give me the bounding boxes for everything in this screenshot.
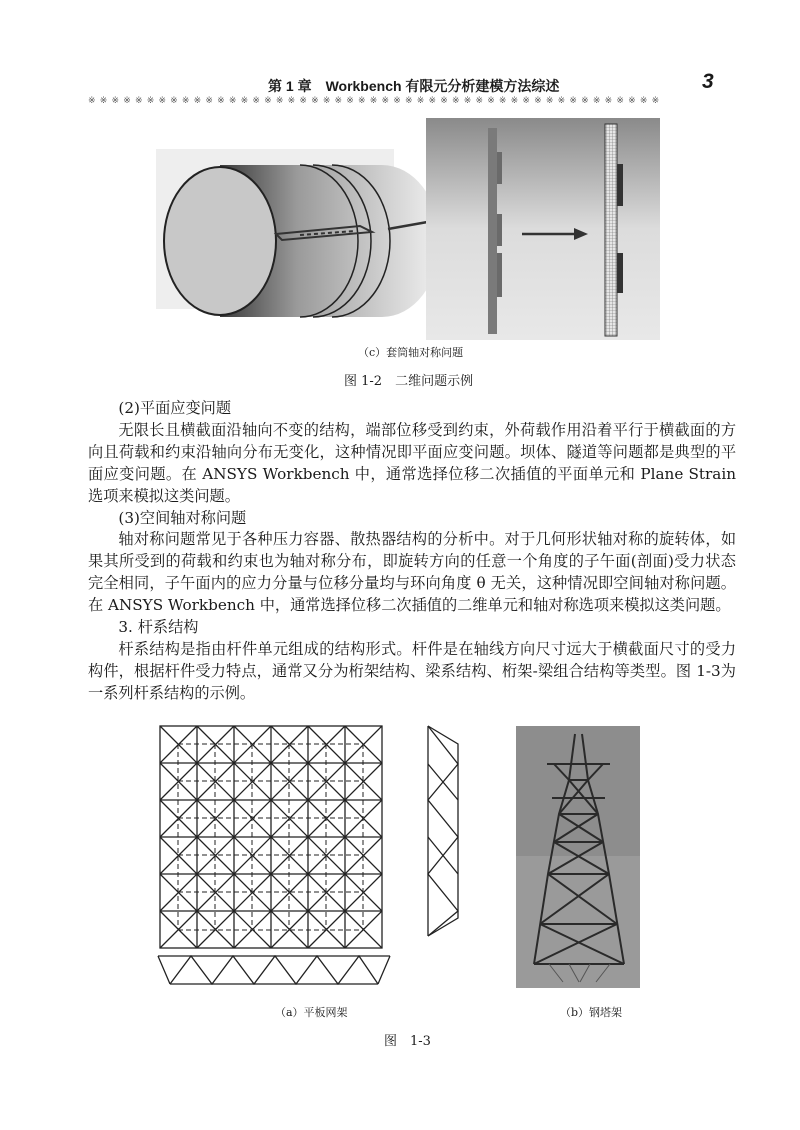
plate-grid-plan — [160, 726, 382, 948]
paragraph-plane-strain: 无限长且横截面沿轴向不变的结构，端部位移受到约束，外荷载作用沿着平行于横截面的方向且荷载和约束沿轴向分布无变化，这种情况即平面应变问题。坝体、隧道等问题都是典型的平面应变问题。在 ANSYS Workbench 中，通常选择位移二次插值的平面单元和 Plane Strain 选项来模拟这类问题。 — [88, 420, 736, 505]
section-profile — [488, 128, 497, 334]
figure-1-3-caption: 图 1-3 — [384, 1034, 431, 1049]
heading-frame-structure: 3. 杆系结构 — [118, 618, 199, 637]
cylinder-inner — [164, 167, 276, 315]
paragraph-frame-structure: 杆系结构是指由杆件单元组成的结构形式。杆件是在轴线方向尺寸远大于横截面尺寸的受力构件，根据杆件受力特点，通常又分为桁架结构、梁系结构、桁架-梁组合结构等类型。图 1-3为一系列杆系结构的示例。 — [88, 639, 736, 702]
plate-grid-side-view — [428, 726, 458, 936]
steel-tower-image — [516, 726, 640, 988]
chapter-title: 第 1 章 Workbench 有限元分析建模方法综述 — [268, 78, 560, 94]
header-ornament-rule: ※※※※※※※※※※※※※※※※※※※※※※※※※※※※※※※※※※※※※※※※※※※※※※※※※ — [88, 96, 664, 106]
section-panel — [426, 118, 660, 340]
figure-frame-structures — [150, 724, 650, 992]
figure-1-2-subcaption: （c）套筒轴对称问题 — [358, 346, 464, 359]
paragraph-axisymmetric: 轴对称问题常见于各种压力容器、散热器结构的分析中。对于几何形状轴对称的旋转体，如果其所受到的荷载和约束也为轴对称分布，即旋转方向的任意一个角度的子午面(剖面)受力状态完全相同，子午面内的应力分量与位移分量均与环向角度 θ 无关，这种情况即空间轴对称问题。在 ANSYS Workbench 中，通常选择位移二次插值的二维单元和轴对称选项来模拟这类问题。 — [88, 530, 736, 615]
figure-1-3a-subcaption: （a）平板网架 — [275, 1006, 348, 1019]
heading-axisymmetric: (3)空间轴对称问题 — [118, 508, 247, 527]
heading-plane-strain: (2)平面应变问题 — [118, 399, 232, 417]
meshed-section — [605, 124, 617, 336]
figure-1-3b-subcaption: （b）钢塔架 — [560, 1006, 623, 1019]
body-text — [88, 398, 736, 705]
figure-sleeve-axisymmetric — [150, 118, 660, 340]
page-number: 3 — [702, 70, 714, 93]
plate-grid-elevation-view — [158, 956, 390, 984]
figure-1-2-caption: 图 1-2 二维问题示例 — [344, 374, 474, 389]
